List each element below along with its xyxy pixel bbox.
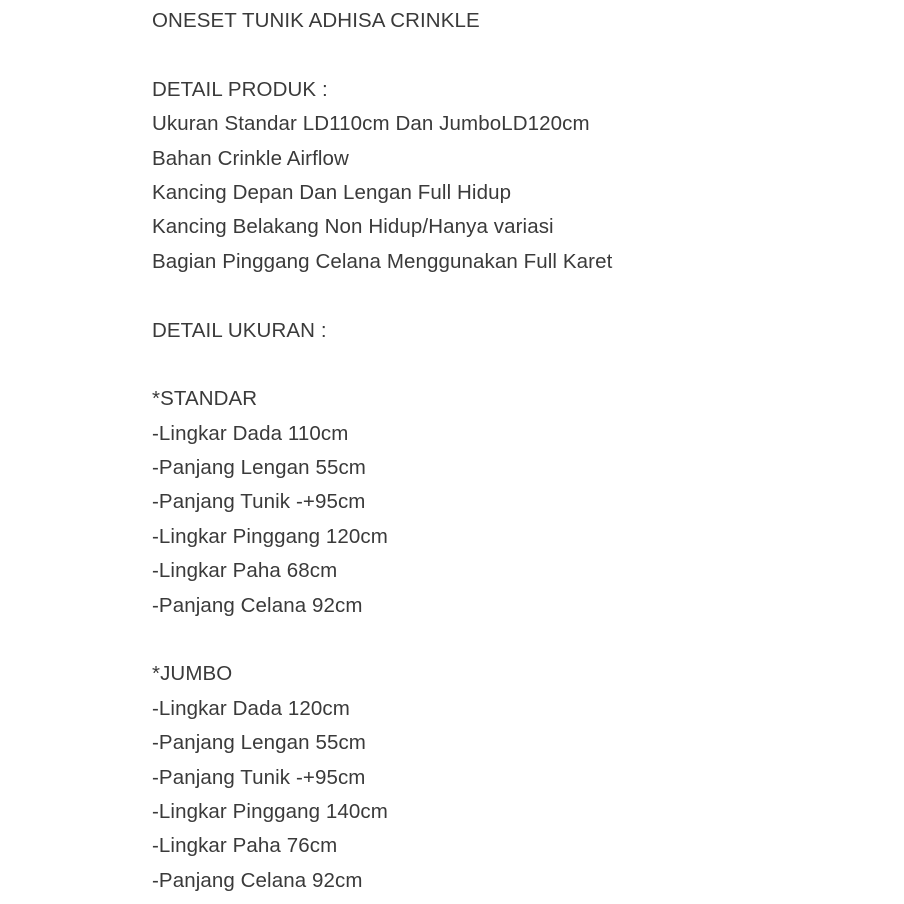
spacer [152, 348, 872, 382]
jumbo-size-item: -Panjang Celana 92cm [152, 868, 363, 892]
detail-ukuran-heading: DETAIL UKURAN : [152, 318, 327, 342]
standar-size-item: -Panjang Lengan 55cm [152, 456, 366, 480]
detail-produk-item: Bagian Pinggang Celana Menggunakan Full Karet [152, 249, 613, 273]
standar-size-item: -Panjang Tunik -+95cm [152, 490, 366, 514]
product-description [152, 4, 872, 898]
standar-size-item: -Panjang Celana 92cm [152, 593, 363, 617]
spacer [152, 38, 872, 72]
standar-size-item: -Lingkar Dada 110cm [152, 421, 349, 445]
standar-size-item: -Lingkar Pinggang 120cm [152, 524, 388, 548]
jumbo-size-item: -Panjang Lengan 55cm [152, 731, 366, 755]
jumbo-size-item: -Lingkar Paha 76cm [152, 834, 338, 858]
jumbo-size-item: -Lingkar Dada 120cm [152, 696, 350, 720]
detail-produk-item: Kancing Depan Dan Lengan Full Hidup [152, 180, 512, 204]
jumbo-label: *JUMBO [152, 662, 233, 686]
standar-size-item: -Lingkar Paha 68cm [152, 559, 338, 583]
detail-produk-item: Kancing Belakang Non Hidup/Hanya variasi [152, 215, 554, 239]
product-title: ONESET TUNIK ADHISA CRINKLE [152, 9, 480, 32]
jumbo-size-item: -Lingkar Pinggang 140cm [152, 799, 388, 823]
spacer [152, 279, 872, 313]
detail-produk-item: Ukuran Standar LD110cm Dan JumboLD120cm [152, 112, 590, 136]
standar-label: *STANDAR [152, 387, 258, 411]
jumbo-size-item: -Panjang Tunik -+95cm [152, 765, 366, 789]
detail-produk-heading: DETAIL PRODUK : [152, 77, 328, 101]
detail-produk-item: Bahan Crinkle Airflow [152, 146, 349, 170]
spacer [152, 623, 872, 657]
